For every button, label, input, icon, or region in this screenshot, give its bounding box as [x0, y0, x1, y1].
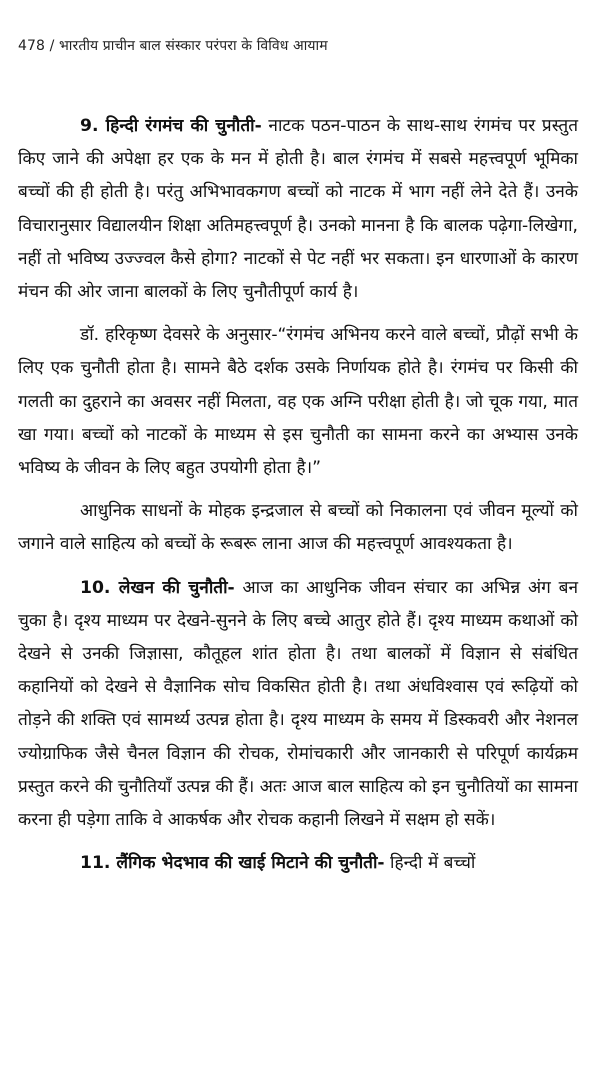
section-10-text: आज का आधुनिक जीवन संचार का अभिन्न अंग बन चुका है। दृश्य माध्यम पर देखने-सुनने के लिए बच्चे आतुर होते हैं। दृश्य माध्यम कथाओं को देखने से उनकी जिज्ञासा, कौतूहल शांत होता है। तथा बालकों में विज्ञान से संबंधित कहानियों को देखने से वैज्ञानिक सोच विकसित होती है। तथा अंधविश्वास एवं रूढ़ियों को तोड़ने की शक्ति एवं सामर्थ्य उत्पन्न होता है। दृश्य माध्यम के समय में डिस्कवरी और नेशनल ज्योग्राफिक जैसे चैनल विज्ञान की रोचक, रोमांचकारी और जानकारी से परिपूर्ण कार्यक्रम प्रस्तुत करने की चुनौतियाँ उत्पन्न की हैं। अतः आज बाल साहित्य को इन चुनौतियों का सामना करना ही पड़ेगा ताकि वे आकर्षक और रोचक कहानी लिखने में सक्षम हो सकें।	[18, 577, 579, 831]
section-11-text: हिन्दी में बच्चों	[384, 853, 476, 874]
paragraph-modern-means: आधुनिक साधनों के मोहक इन्द्रजाल से बच्चों को निकालना एवं जीवन मूल्यों को जगाने वाले साहित्य को बच्चों के रूबरू लाना आज की महत्त्वपूर्ण आवश्यकता है।	[18, 501, 578, 555]
paragraph-section-9	[18, 110, 578, 309]
section-9-text: नाटक पठन-पाठन के साथ-साथ रंगमंच पर प्रस्तुत किए जाने की अपेक्षा हर एक के मन में होती है। बाल रंगमंच में सबसे महत्त्वपूर्ण भूमिका बच्चों की ही होती है। परंतु अभिभावकगण बच्चों को नाटक में भाग नहीं लेने देते हैं। उनके विचारानुसार विद्यालयीन शिक्षा अतिमहत्त्वपूर्ण है। उनको मानना है कि बालक पढ़ेगा-लिखेगा, नहीं तो भविष्य उज्ज्वल कैसे होगा? नाटकों से पेट नहीं भर सकता। इन धारणाओं के कारण मंचन की ओर जाना बालकों के लिए चुनौतीपूर्ण कार्य है।	[18, 116, 578, 303]
paragraph-section-11	[18, 847, 578, 880]
section-9-heading: 9. हिन्दी रंगमंच की चुनौती-	[80, 116, 262, 136]
running-header: 478 / भारतीय प्राचीन बाल संस्कार परंपरा के विविध आयाम	[18, 38, 328, 54]
page-body	[18, 110, 578, 890]
section-11-heading: 11. लैंगिक भेदभाव की खाई मिटाने की चुनौती-	[80, 853, 385, 874]
section-10-heading: 10. लेखन की चुनौती-	[80, 577, 235, 598]
paragraph-quote: डॉ. हरिकृष्ण देवसरे के अनुसार-“रंगमंच अभिनय करने वाले बच्चों, प्रौढ़ों सभी के लिए एक चुनौती होता है। सामने बैठे दर्शक उसके निर्णायक होते है। रंगमंच पर किसी की गलती का दुहराने का अवसर नहीं मिलता, वह एक अग्नि परीक्षा होती है। जो चूक गया, मात खा गया। बच्चों को नाटकों के माध्यम से इस चुनौती का सामना करने का अभ्यास उनके भविष्य के जीवन के लिए बहुत उपयोगी होता है।”	[18, 325, 578, 479]
paragraph-section-10	[18, 572, 578, 838]
